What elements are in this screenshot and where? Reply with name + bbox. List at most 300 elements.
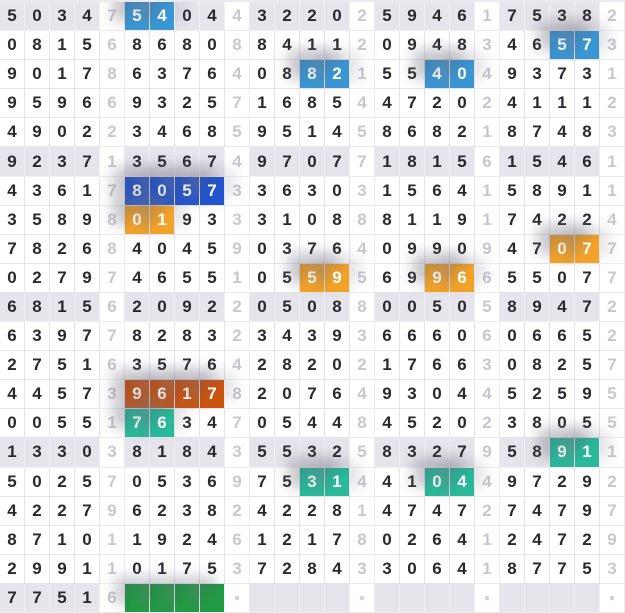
grid-cell: 4	[0, 497, 25, 526]
grid-cell: 3	[25, 177, 50, 206]
grid-cell: 2	[275, 526, 300, 555]
grid-cell: 7	[175, 555, 200, 584]
grid-cell-highlight: 4	[450, 468, 475, 497]
grid-cell: 0	[50, 118, 75, 147]
grid-cell: 5	[350, 264, 375, 293]
grid-cell: 3	[300, 438, 325, 467]
grid-cell: 7	[250, 468, 275, 497]
grid-cell: 0	[75, 526, 100, 555]
grid-cell: 7	[325, 526, 350, 555]
grid-cell: 2	[150, 322, 175, 351]
grid-cell: 8	[350, 526, 375, 555]
grid-cell-green-fill	[200, 584, 225, 613]
grid-cell: 5	[275, 118, 300, 147]
grid-cell-highlight: 1	[325, 468, 350, 497]
grid-cell: 4	[150, 118, 175, 147]
grid-cell: 4	[425, 497, 450, 526]
grid-cell: 3	[100, 438, 125, 467]
grid-cell: 2	[600, 468, 625, 497]
grid-cell: 0	[25, 60, 50, 89]
grid-cell: 7	[250, 555, 275, 584]
grid-cell: 5	[275, 409, 300, 438]
grid-cell: 5	[275, 264, 300, 293]
grid-cell: 5	[150, 351, 175, 380]
grid-cell: 2	[125, 293, 150, 322]
grid-cell	[225, 584, 250, 613]
grid-cell: 0	[25, 2, 50, 31]
grid-cell: 0	[0, 264, 25, 293]
grid-cell	[600, 584, 625, 613]
grid-cell: 8	[525, 177, 550, 206]
grid-cell: 5	[575, 351, 600, 380]
grid-cell: 9	[0, 147, 25, 176]
grid-cell: 1	[250, 89, 275, 118]
grid-cell: 5	[225, 118, 250, 147]
grid-cell: 7	[225, 409, 250, 438]
grid-cell: 4	[550, 293, 575, 322]
grid-cell: 5	[500, 264, 525, 293]
grid-cell: 2	[500, 526, 525, 555]
grid-cell: 5	[450, 147, 475, 176]
grid-cell: 2	[275, 497, 300, 526]
grid-cell: 2	[600, 322, 625, 351]
grid-cell: 7	[100, 177, 125, 206]
grid-cell: 9	[450, 206, 475, 235]
grid-cell: 1	[600, 438, 625, 467]
grid-cell: 0	[250, 293, 275, 322]
grid-cell: 7	[75, 322, 100, 351]
grid-cell: 9	[575, 497, 600, 526]
grid-cell: 0	[375, 526, 400, 555]
grid-cell: 2	[0, 555, 25, 584]
grid-cell: 8	[325, 497, 350, 526]
grid-cell: 6	[75, 235, 100, 264]
grid-cell: 6	[400, 118, 425, 147]
grid-cell: 3	[50, 438, 75, 467]
grid-cell: 2	[450, 118, 475, 147]
grid-cell: 6	[200, 468, 225, 497]
grid-cell: 3	[250, 206, 275, 235]
grid-cell: 7	[175, 60, 200, 89]
grid-cell: 9	[400, 264, 425, 293]
grid-cell: 2	[250, 351, 275, 380]
grid-cell: 6	[425, 555, 450, 584]
grid-cell: 5	[275, 468, 300, 497]
grid-cell	[550, 584, 575, 613]
grid-cell: 3	[250, 2, 275, 31]
grid-cell: 1	[350, 497, 375, 526]
grid-cell: 2	[550, 468, 575, 497]
grid-cell	[475, 584, 500, 613]
grid-cell: 7	[0, 584, 25, 613]
grid-cell: 6	[450, 351, 475, 380]
placeholder-dot-icon	[235, 596, 239, 600]
grid-cell: 2	[225, 497, 250, 526]
grid-cell: 7	[400, 497, 425, 526]
grid-cell: 6	[425, 177, 450, 206]
grid-cell-highlight: 9	[125, 380, 150, 409]
grid-cell: 8	[200, 118, 225, 147]
grid-cell: 9	[575, 468, 600, 497]
grid-cell: 7	[275, 147, 300, 176]
grid-cell: 6	[375, 264, 400, 293]
grid-cell-highlight: 1	[575, 438, 600, 467]
grid-cell: 8	[575, 2, 600, 31]
grid-cell: 1	[475, 118, 500, 147]
grid-cell: 2	[300, 2, 325, 31]
grid-cell-highlight: 0	[425, 468, 450, 497]
grid-cell: 1	[475, 526, 500, 555]
grid-cell: 4	[275, 31, 300, 60]
grid-cell: 6	[75, 89, 100, 118]
grid-cell: 5	[75, 31, 100, 60]
grid-cell: 2	[425, 438, 450, 467]
grid-cell: 7	[225, 89, 250, 118]
grid-cell: 0	[25, 409, 50, 438]
grid-cell: 1	[475, 206, 500, 235]
grid-cell: 4	[325, 555, 350, 584]
grid-cell-highlight: 9	[325, 264, 350, 293]
grid-cell: 7	[50, 264, 75, 293]
grid-cell: 4	[500, 89, 525, 118]
grid-cell-highlight: 4	[150, 2, 175, 31]
grid-cell: 3	[350, 322, 375, 351]
grid-cell: 5	[400, 177, 425, 206]
grid-cell: 3	[225, 555, 250, 584]
grid-cell: 3	[100, 380, 125, 409]
grid-cell: 8	[100, 60, 125, 89]
grid-cell: 2	[75, 118, 100, 147]
grid-cell: 9	[0, 89, 25, 118]
grid-cell: 4	[200, 438, 225, 467]
grid-cell: 3	[475, 31, 500, 60]
grid-cell: 7	[325, 147, 350, 176]
grid-cell: 2	[575, 206, 600, 235]
grid-cell: 0	[400, 293, 425, 322]
grid-cell: 6	[150, 31, 175, 60]
grid-cell: 5	[400, 409, 425, 438]
grid-cell: 2	[50, 468, 75, 497]
grid-cell-highlight: 1	[150, 206, 175, 235]
grid-cell: 2	[25, 497, 50, 526]
grid-cell: 9	[50, 322, 75, 351]
grid-cell: 6	[200, 351, 225, 380]
grid-cell: 5	[500, 438, 525, 467]
grid-cell: 3	[600, 118, 625, 147]
grid-cell: 5	[250, 438, 275, 467]
grid-cell-highlight: 5	[125, 2, 150, 31]
grid-cell: 3	[225, 438, 250, 467]
grid-cell: 4	[525, 497, 550, 526]
grid-cell: 8	[0, 526, 25, 555]
grid-cell: 4	[125, 235, 150, 264]
grid-cell: 5	[600, 380, 625, 409]
grid-cell	[275, 584, 300, 613]
grid-cell: 7	[350, 147, 375, 176]
grid-cell: 8	[125, 31, 150, 60]
grid-cell: 1	[500, 147, 525, 176]
grid-cell: 1	[575, 89, 600, 118]
grid-cell: 4	[550, 118, 575, 147]
grid-cell: 7	[600, 235, 625, 264]
grid-cell: 1	[550, 89, 575, 118]
grid-cell: 1	[0, 438, 25, 467]
grid-cell: 5	[50, 351, 75, 380]
grid-cell: 8	[350, 293, 375, 322]
grid-cell: 5	[25, 89, 50, 118]
grid-cell-highlight: 0	[125, 206, 150, 235]
grid-cell: 9	[575, 380, 600, 409]
grid-cell: 7	[25, 351, 50, 380]
grid-cell: 3	[25, 322, 50, 351]
grid-cell-highlight: 4	[425, 60, 450, 89]
grid-cell: 1	[275, 206, 300, 235]
grid-cell-highlight: 9	[425, 264, 450, 293]
grid-cell: 9	[100, 497, 125, 526]
grid-cell: 3	[500, 409, 525, 438]
grid-cell: 4	[600, 206, 625, 235]
grid-cell: 7	[500, 2, 525, 31]
grid-cell: 9	[425, 235, 450, 264]
grid-cell: 6	[100, 89, 125, 118]
grid-cell: 1	[50, 526, 75, 555]
grid-cell: 2	[600, 2, 625, 31]
grid-cell: 2	[175, 89, 200, 118]
grid-cell: 6	[325, 235, 350, 264]
grid-cell: 0	[375, 235, 400, 264]
grid-cell: 7	[75, 497, 100, 526]
grid-cell: 5	[50, 409, 75, 438]
grid-cell: 0	[175, 2, 200, 31]
grid-cell: 1	[375, 147, 400, 176]
grid-cell: 6	[0, 322, 25, 351]
grid-cell: 1	[125, 526, 150, 555]
grid-cell-green-fill	[175, 584, 200, 613]
grid-cell: 3	[25, 438, 50, 467]
grid-cell: 8	[25, 293, 50, 322]
grid-cell: 8	[300, 555, 325, 584]
grid-cell: 6	[275, 89, 300, 118]
grid-cell: 1	[300, 31, 325, 60]
grid-cell: 7	[100, 2, 125, 31]
grid-cell-highlight: 5	[550, 31, 575, 60]
grid-cell: 6	[225, 526, 250, 555]
grid-cell: 5	[375, 2, 400, 31]
grid-cell: 4	[375, 89, 400, 118]
grid-cell: 2	[525, 380, 550, 409]
grid-cell: 1	[100, 147, 125, 176]
grid-cell: 6	[200, 60, 225, 89]
grid-cell: 3	[175, 497, 200, 526]
grid-cell	[400, 584, 425, 613]
grid-cell: 2	[400, 526, 425, 555]
grid-cell: 7	[525, 235, 550, 264]
grid-cell: 1	[325, 31, 350, 60]
grid-cell: 3	[475, 351, 500, 380]
grid-cell: 3	[400, 438, 425, 467]
grid-cell: 4	[375, 409, 400, 438]
grid-cell: 2	[300, 351, 325, 380]
grid-cell: 9	[400, 235, 425, 264]
grid-cell-highlight: 9	[550, 438, 575, 467]
grid-cell: 8	[425, 118, 450, 147]
grid-cell: 5	[500, 177, 525, 206]
placeholder-dot-icon	[360, 596, 364, 600]
grid-cell: 9	[500, 468, 525, 497]
grid-cell: 3	[300, 177, 325, 206]
grid-cell: 1	[375, 177, 400, 206]
grid-cell: 1	[250, 526, 275, 555]
grid-cell: 7	[600, 351, 625, 380]
grid-cell-highlight: 7	[200, 380, 225, 409]
grid-cell: 5	[575, 555, 600, 584]
grid-cell: 2	[350, 351, 375, 380]
grid-cell: 9	[600, 526, 625, 555]
grid-cell: 4	[325, 118, 350, 147]
grid-cell-highlight: 5	[175, 177, 200, 206]
grid-cell-highlight: 7	[575, 31, 600, 60]
grid-cell	[350, 584, 375, 613]
grid-cell: 8	[275, 351, 300, 380]
grid-cell: 1	[50, 293, 75, 322]
grid-cell-highlight: 6	[450, 264, 475, 293]
grid-cell: 0	[500, 351, 525, 380]
grid-cell: 8	[25, 31, 50, 60]
grid-cell: 8	[25, 235, 50, 264]
grid-cell: 2	[0, 351, 25, 380]
grid-cell: 3	[525, 60, 550, 89]
grid-cell: 2	[50, 497, 75, 526]
grid-cell: 0	[500, 322, 525, 351]
grid-cell: 3	[50, 2, 75, 31]
grid-cell: 6	[100, 31, 125, 60]
grid-cell: 4	[225, 2, 250, 31]
grid-cell: 4	[225, 60, 250, 89]
grid-cell: 2	[600, 293, 625, 322]
grid-cell: 2	[550, 206, 575, 235]
grid-cell: 5	[25, 206, 50, 235]
grid-cell: 9	[550, 177, 575, 206]
placeholder-dot-icon	[485, 596, 489, 600]
grid-cell: 2	[475, 497, 500, 526]
grid-cell: 9	[375, 380, 400, 409]
grid-cell: 0	[75, 438, 100, 467]
grid-cell: 1	[600, 60, 625, 89]
grid-cell: 4	[250, 497, 275, 526]
grid-cell: 2	[25, 147, 50, 176]
grid-cell: 7	[525, 555, 550, 584]
grid-cell: 8	[525, 409, 550, 438]
grid-cell-highlight: 0	[450, 60, 475, 89]
grid-cell: 8	[225, 31, 250, 60]
grid-cell: 4	[350, 468, 375, 497]
grid-cell: 9	[50, 555, 75, 584]
grid-cell: 4	[475, 380, 500, 409]
grid-cell: 2	[350, 2, 375, 31]
grid-cell: 5	[350, 438, 375, 467]
grid-cell-highlight: 7	[125, 409, 150, 438]
grid-cell: 5	[0, 2, 25, 31]
grid-cell: 9	[250, 118, 275, 147]
grid-cell: 5	[325, 89, 350, 118]
grid-cell: 5	[75, 293, 100, 322]
grid-cell: 5	[500, 380, 525, 409]
grid-cell: 8	[375, 118, 400, 147]
grid-cell: 3	[125, 351, 150, 380]
grid-cell: 7	[575, 293, 600, 322]
grid-cell: 1	[150, 438, 175, 467]
grid-cell: 7	[450, 497, 475, 526]
grid-cell: 2	[425, 89, 450, 118]
grid-cell: 9	[25, 118, 50, 147]
grid-cell: 8	[350, 206, 375, 235]
grid-cell: 8	[325, 293, 350, 322]
grid-cell-highlight: 5	[300, 264, 325, 293]
grid-cell: 8	[100, 235, 125, 264]
grid-cell: 0	[125, 468, 150, 497]
grid-cell: 4	[350, 89, 375, 118]
grid-cell-green-fill	[150, 584, 175, 613]
grid-cell: 9	[250, 147, 275, 176]
grid-cell: 3	[600, 555, 625, 584]
grid-cell: 3	[125, 147, 150, 176]
grid-cell: 0	[300, 293, 325, 322]
grid-cell: 4	[500, 31, 525, 60]
grid-cell: 9	[50, 89, 75, 118]
grid-cell: 7	[400, 89, 425, 118]
grid-cell: 2	[225, 293, 250, 322]
grid-cell: 3	[225, 206, 250, 235]
grid-cell: 6	[400, 322, 425, 351]
grid-cell: 4	[475, 60, 500, 89]
grid-cell: 7	[100, 322, 125, 351]
grid-cell: 3	[50, 147, 75, 176]
grid-cell: 0	[325, 351, 350, 380]
grid-cell: 4	[550, 147, 575, 176]
grid-cell: 1	[350, 60, 375, 89]
grid-cell: 6	[100, 351, 125, 380]
grid-cell: 7	[75, 380, 100, 409]
grid-cell: 5	[575, 409, 600, 438]
grid-cell: 4	[450, 526, 475, 555]
grid-cell: 3	[175, 468, 200, 497]
grid-cell: 7	[300, 235, 325, 264]
grid-cell: 4	[0, 177, 25, 206]
grid-cell: 7	[550, 497, 575, 526]
grid-cell: 8	[525, 351, 550, 380]
grid-cell: 5	[375, 60, 400, 89]
grid-cell: 3	[200, 322, 225, 351]
grid-cell: 0	[200, 31, 225, 60]
grid-cell: 1	[475, 555, 500, 584]
grid-cell: 3	[400, 380, 425, 409]
grid-cell: 4	[500, 235, 525, 264]
grid-cell: 1	[225, 264, 250, 293]
grid-cell: 1	[150, 555, 175, 584]
grid-cell: 7	[550, 555, 575, 584]
grid-cell: 6	[125, 60, 150, 89]
grid-cell: 5	[50, 380, 75, 409]
grid-cell: 0	[400, 555, 425, 584]
grid-cell: 2	[575, 526, 600, 555]
grid-cell: 2	[550, 351, 575, 380]
grid-cell: 2	[475, 89, 500, 118]
grid-cell: 8	[450, 31, 475, 60]
grid-cell: 0	[250, 60, 275, 89]
grid-cell: 0	[250, 264, 275, 293]
grid-cell: 0	[125, 555, 150, 584]
grid-cell: 9	[400, 2, 425, 31]
